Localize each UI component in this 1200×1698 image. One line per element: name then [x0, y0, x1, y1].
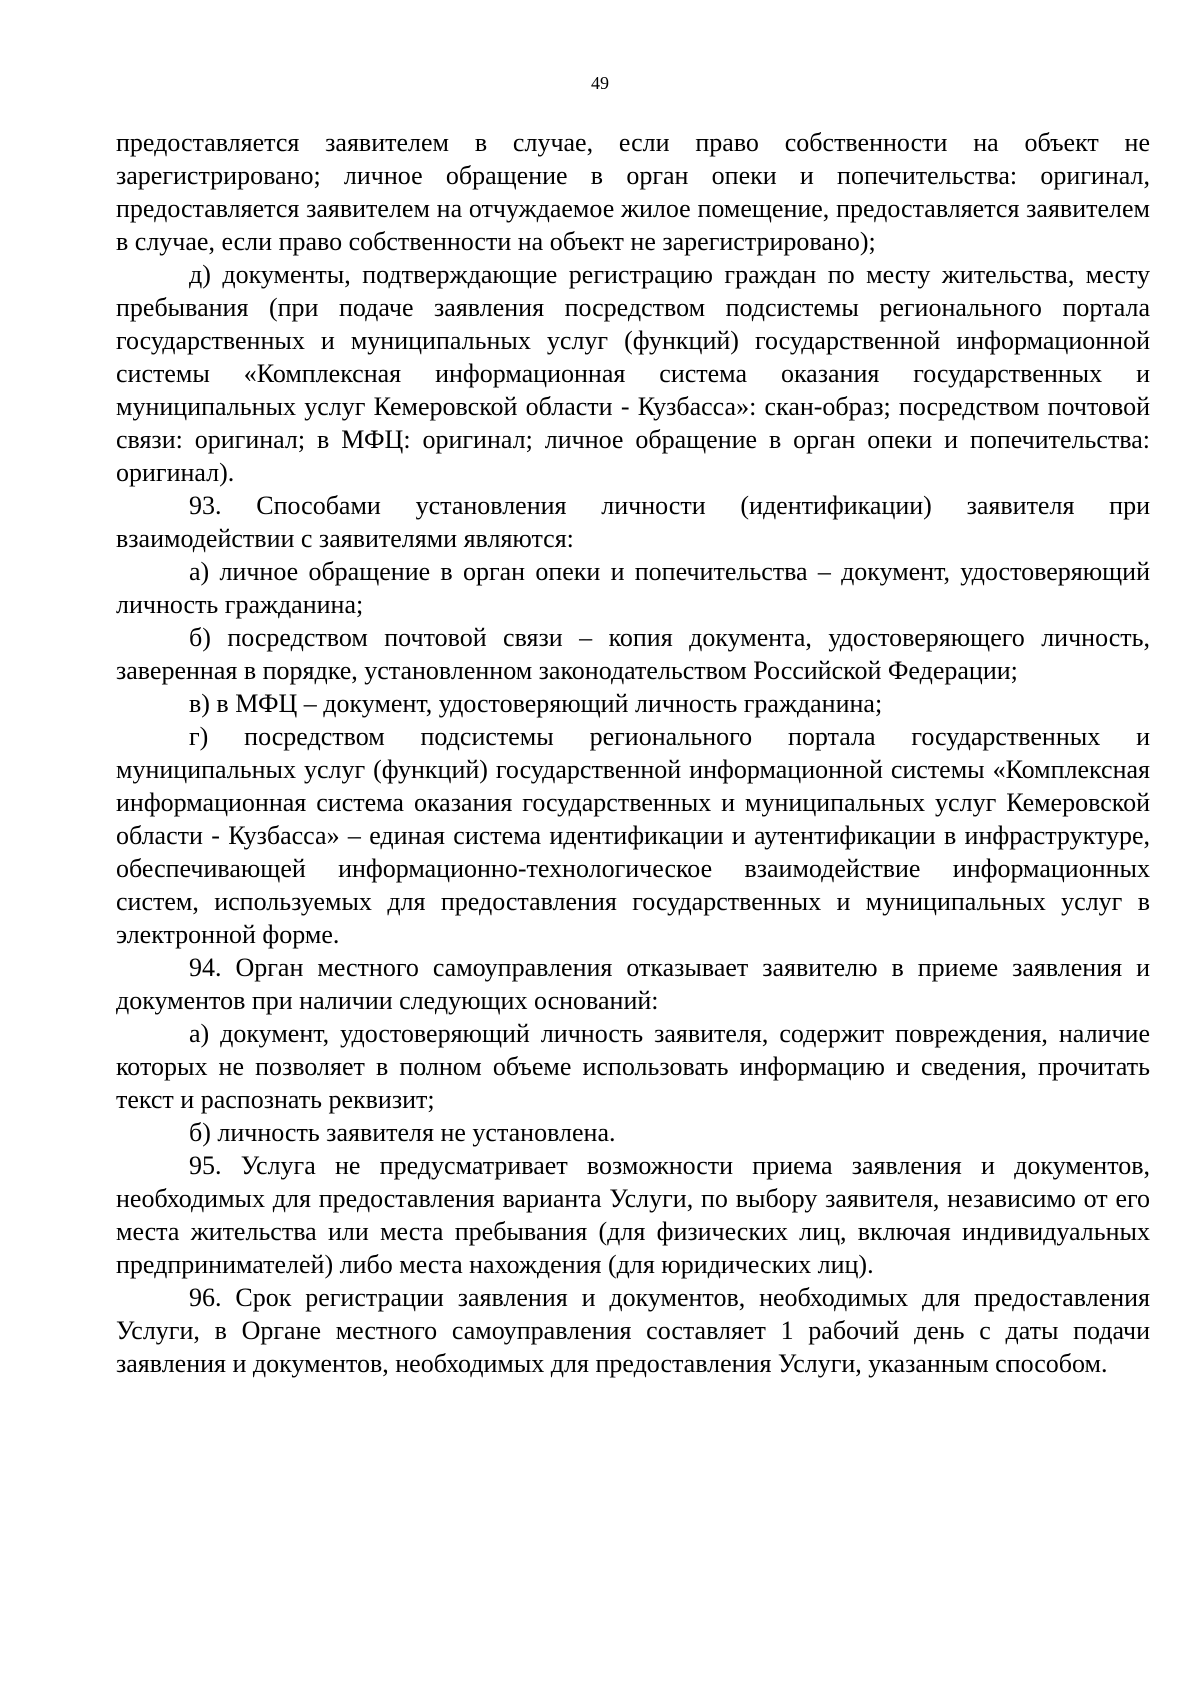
paragraph-94-item-a: а) документ, удостоверяющий личность заявителя, содержит повреждения, наличие которых не позволяет в полном объеме использовать информацию и сведения, прочитать текст и распознать реквизит; [116, 1019, 1150, 1114]
paragraph-95: 95. Услуга не предусматривает возможности приема заявления и документов, необходимых для предоставления варианта Услуги, по выбору заявителя, независимо от его места жительства или места пребывания (для физических лиц, включая индивидуальных предпринимателей) либо места нахождения (для юридических лиц). [116, 1151, 1150, 1279]
document-body [116, 126, 1150, 1380]
paragraph-94-item-b: б) личность заявителя не установлена. [189, 1118, 616, 1147]
paragraph-94: 94. Орган местного самоуправления отказывает заявителю в приеме заявления и документов при наличии следующих оснований: [116, 953, 1150, 1015]
paragraph-93-item-a: а) личное обращение в орган опеки и попечительства – документ, удостоверяющий личность гражданина; [116, 557, 1150, 619]
paragraph-93-item-b: б) посредством почтовой связи – копия документа, удостоверяющего личность, заверенная в порядке, установленном законодательством Российской Федерации; [116, 623, 1150, 685]
paragraph-93-item-v: в) в МФЦ – документ, удостоверяющий личность гражданина; [189, 689, 883, 718]
page-number: 49 [591, 73, 609, 93]
paragraph-continuation: предоставляется заявителем в случае, если право собственности на объект не зарегистрировано; личное обращение в орган опеки и попечительства: оригинал, предоставляется заявителем на отчуждаемое жилое помещение, предоставляется заявителем в случае, если право собственности на объект не зарегистрировано); [116, 128, 1150, 256]
paragraph-93: 93. Способами установления личности (идентификации) заявителя при взаимодействии с заявителями являются: [116, 491, 1150, 553]
paragraph-item-d: д) документы, подтверждающие регистрацию граждан по месту жительства, месту пребывания (при подаче заявления посредством подсистемы регионального портала государственных и муниципальных услуг (функций) государственной информационной системы «Комплексная информационная система оказания государственных и муниципальных услуг Кемеровской области - Кузбасса»: скан-образ; посредством почтовой связи: оригинал; в МФЦ: оригинал; личное обращение в орган опеки и попечительства: оригинал). [116, 260, 1150, 487]
paragraph-96: 96. Срок регистрации заявления и документов, необходимых для предоставления Услуги, в Органе местного самоуправления составляет 1 рабочий день с даты подачи заявления и документов, необходимых для предоставления Услуги, указанным способом. [116, 1283, 1150, 1378]
paragraph-93-item-g: г) посредством подсистемы регионального портала государственных и муниципальных услуг (функций) государственной информационной системы «Комплексная информационная система оказания государственных и муниципальных услуг Кемеровской области - Кузбасса» – единая система идентификации и аутентификации в инфраструктуре, обеспечивающей информационно-технологическое взаимодействие информационных систем, используемых для предоставления государственных и муниципальных услуг в электронной форме. [116, 722, 1150, 949]
